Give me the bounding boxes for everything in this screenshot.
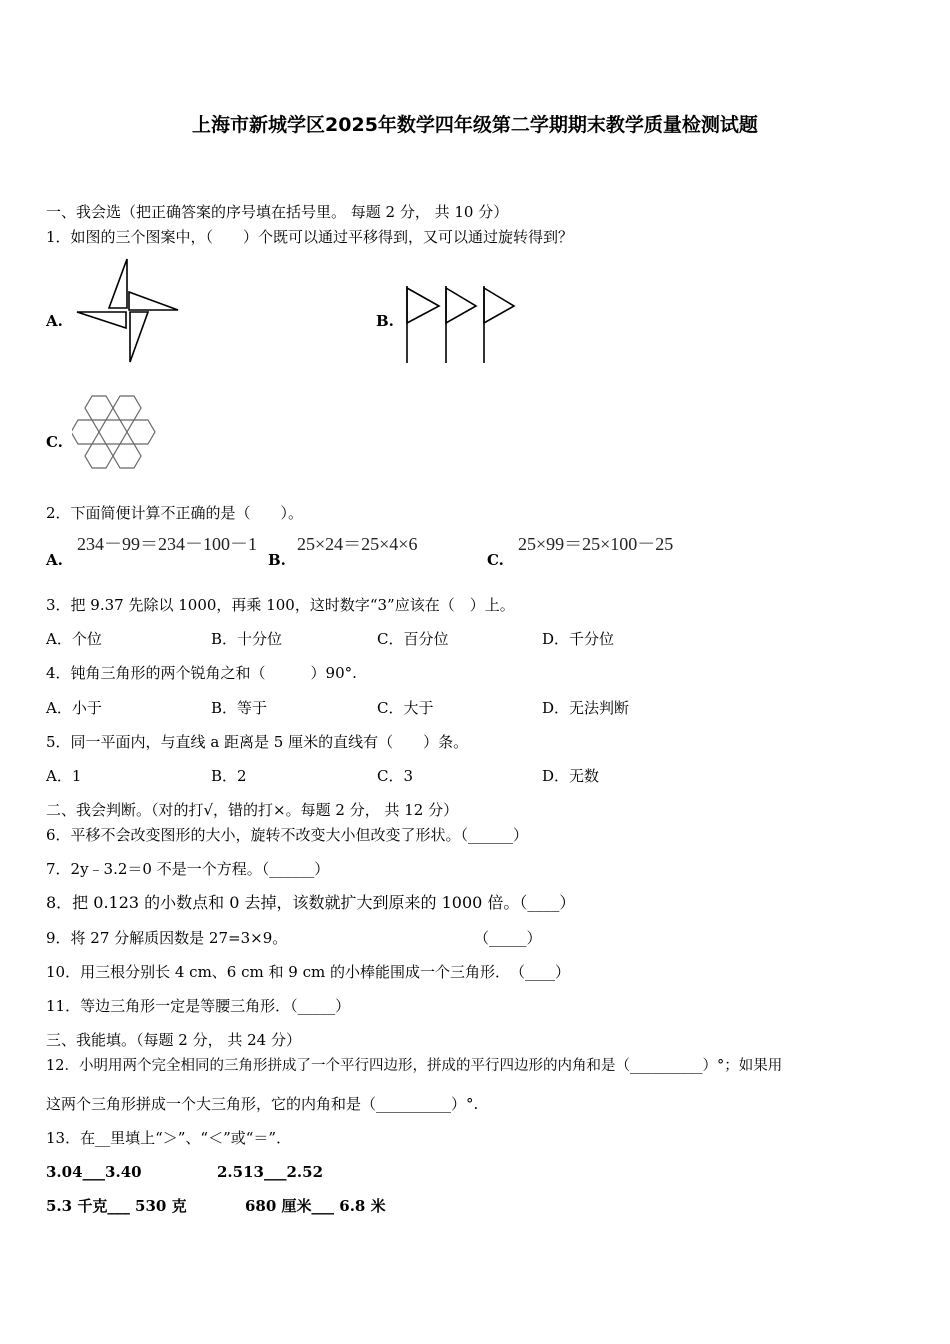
flags-figure	[400, 284, 520, 366]
page-title: 上海市新城学区2025年数学四年级第二学期期末教学质量检测试题	[192, 114, 758, 136]
q9-text: 9．将 27 分解质因数是 27=3×9。	[46, 929, 288, 947]
q13-item-1: 3.04___3.40	[46, 1163, 142, 1181]
hexagon-pattern-figure	[72, 390, 168, 484]
section1-heading: 一、我会选（把正确答案的序号填在括号里。 每题 2 分， 共 10 分）	[46, 203, 509, 221]
q4-option-b: B．等于	[211, 699, 268, 717]
q4-option-c: C．大于	[377, 699, 434, 717]
q2-option-a-label: A.	[46, 551, 63, 569]
q12-line1: 12．小明用两个完全相同的三角形拼成了一个平行四边形，拼成的平行四边形的内角和是（__________）°；如果用	[46, 1058, 783, 1074]
section2-heading: 二、我会判断。（对的打√，错的打×。每题 2 分， 共 12 分）	[46, 801, 459, 819]
q12-line2: 这两个三角形拼成一个大三角形，它的内角和是（__________）°.	[46, 1095, 479, 1113]
section3-heading: 三、我能填。（每题 2 分， 共 24 分）	[46, 1031, 301, 1049]
q3-option-b: B．十分位	[211, 630, 283, 648]
q5-option-a: A．1	[46, 767, 82, 785]
q8-text: 8．把 0.123 的小数点和 0 去掉，该数就扩大到原来的 1000 倍。（____）	[46, 893, 576, 912]
q4-option-d: D．无法判断	[542, 699, 630, 717]
q4-option-a: A．小于	[46, 699, 102, 717]
pinwheel-figure	[74, 256, 184, 366]
q7-text: 7．2y﹣3.2＝0 不是一个方程。（______）	[46, 860, 330, 878]
q2-option-b-expression: 25×24＝25×4×6	[297, 534, 418, 554]
q13-item-4: 680 厘米___ 6.8 米	[245, 1197, 386, 1215]
q9-answer-blank: （_____）	[474, 929, 542, 947]
q3-option-c: C．百分位	[377, 630, 449, 648]
q13-stem: 13．在__里填上“＞”、“＜”或“＝”．	[46, 1129, 292, 1147]
q3-stem: 3．把 9.37 先除以 1000，再乘 100，这时数字“3”应该在（ ）上。	[46, 596, 515, 614]
q10-text: 10．用三根分别长 4 cm、6 cm 和 9 cm 的小棒能围成一个三角形． （____）	[46, 963, 570, 981]
q11-text: 11．等边三角形一定是等腰三角形．（_____）	[46, 997, 351, 1015]
q1-option-a-label: A.	[46, 312, 63, 330]
q1-option-b-label: B.	[376, 312, 394, 330]
q13-item-2: 2.513___2.52	[217, 1163, 324, 1181]
q5-option-c: C．3	[377, 767, 414, 785]
q13-item-3: 5.3 千克___ 530 克	[46, 1197, 187, 1215]
q5-option-d: D．无数	[542, 767, 600, 785]
q2-stem: 2．下面简便计算不正确的是（ ）。	[46, 504, 304, 522]
q3-option-d: D．千分位	[542, 630, 615, 648]
q2-option-c-label: C.	[487, 551, 504, 569]
q1-option-c-label: C.	[46, 433, 63, 451]
q3-option-a: A．个位	[46, 630, 102, 648]
q5-option-b: B．2	[211, 767, 247, 785]
q2-option-c-expression: 25×99＝25×100－25	[518, 534, 674, 554]
q4-stem: 4．钝角三角形的两个锐角之和（ ）90°.	[46, 664, 357, 682]
q6-text: 6．平移不会改变图形的大小，旋转不改变大小但改变了形状。（______）	[46, 826, 529, 844]
q1-stem: 1．如图的三个图案中，（ ）个既可以通过平移得到，又可以通过旋转得到？	[46, 228, 574, 246]
q5-stem: 5．同一平面内，与直线 a 距离是 5 厘米的直线有（ ）条。	[46, 733, 469, 751]
q2-option-b-label: B.	[268, 551, 286, 569]
q2-option-a-expression: 234－99＝234－100－1	[77, 534, 257, 554]
